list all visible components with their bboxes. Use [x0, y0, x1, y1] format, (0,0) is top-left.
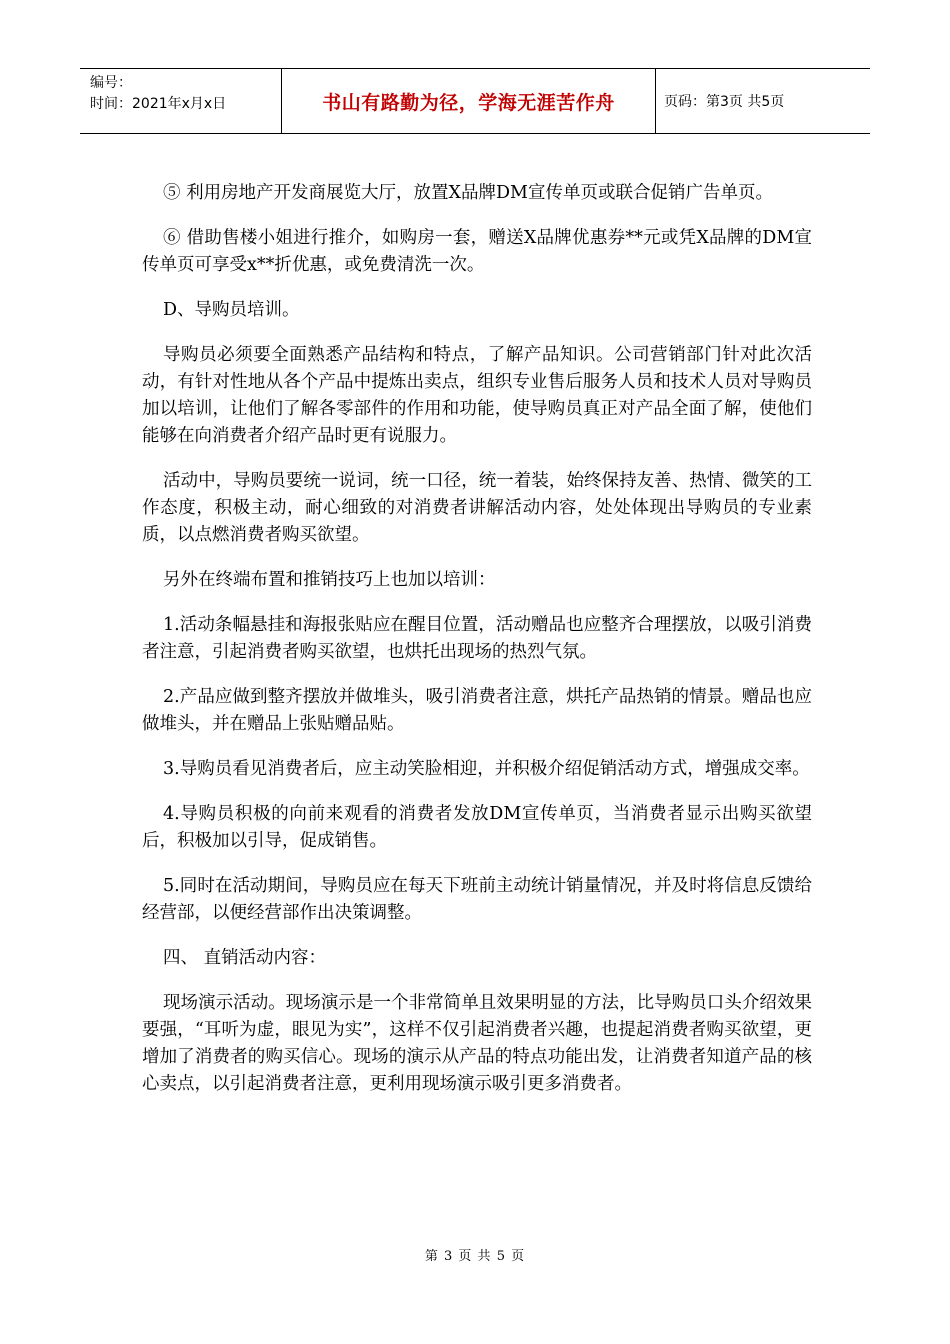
document-time-label: 时间：2021年x月x日 [90, 96, 227, 112]
document-body [142, 180, 812, 1116]
header-motto: 书山有路勤为径，学海无涯苦作舟 [322, 91, 615, 114]
header-info-cell [80, 69, 282, 133]
paragraph-training-extra: 另外在终端布置和推销技巧上也加以培训： [163, 570, 496, 590]
list-item-2: 2.产品应做到整齐摆放并做堆头，吸引消费者注意，烘托产品热销的情景。赠品也应做堆头，并在赠品上张贴赠品贴。 [142, 687, 812, 734]
header-page-cell [656, 69, 870, 133]
header-page-number: 页码：第3页 共5页 [664, 94, 785, 110]
page-footer: 第 3 页 共 5 页 [424, 1249, 526, 1264]
page-header [80, 68, 870, 134]
section-heading-d: D、导购员培训。 [163, 300, 300, 320]
paragraph-training-intro: 导购员必须要全面熟悉产品结构和特点，了解产品知识。公司营销部门针对此次活动，有针对性地从各个产品中提炼出卖点，组织专业售后服务人员和技术人员对导购员加以培训，让他们了解各零部件的作用和功能，使导购员真正对产品全面了解，使他们能够在向消费者介绍产品时更有说服力。 [142, 345, 812, 446]
list-item-3: 3.导购员看见消费者后，应主动笑脸相迎，并积极介绍促销活动方式，增强成交率。 [163, 759, 810, 779]
header-motto-cell [282, 69, 656, 133]
document-number-label: 编号： [90, 75, 132, 91]
paragraph-item-5: ⑤ 利用房地产开发商展览大厅，放置X品牌DM宣传单页或联合促销广告单页。 [163, 183, 773, 203]
paragraph-training-conduct: 活动中，导购员要统一说词，统一口径，统一着装，始终保持友善、热情、微笑的工作态度，积极主动，耐心细致的对消费者讲解活动内容，处处体现出导购员的专业素质，以点燃消费者购买欲望。 [142, 471, 812, 545]
list-item-5: 5.同时在活动期间，导购员应在每天下班前主动统计销量情况，并及时将信息反馈给经营部，以便经营部作出决策调整。 [142, 876, 812, 923]
paragraph-demo-activity: 现场演示活动。现场演示是一个非常简单且效果明显的方法，比导购员口头介绍效果要强，“耳听为虚，眼见为实”，这样不仅引起消费者兴趣，也提起消费者购买欲望，更增加了消费者的购买信心。现场的演示从产品的特点功能出发，让消费者知道产品的核心卖点，以引起消费者注意，更利用现场演示吸引更多消费者。 [142, 993, 812, 1094]
section-heading-four: 四、 直销活动内容： [163, 948, 327, 968]
list-item-1: 1.活动条幅悬挂和海报张贴应在醒目位置，活动赠品也应整齐合理摆放，以吸引消费者注意，引起消费者购买欲望，也烘托出现场的热烈气氛。 [142, 615, 812, 662]
paragraph-item-6: ⑥ 借助售楼小姐进行推介，如购房一套，赠送X品牌优惠券**元或凭X品牌的DM宣传单页可享受x**折优惠，或免费清洗一次。 [142, 228, 812, 275]
list-item-4: 4.导购员积极的向前来观看的消费者发放DM宣传单页，当消费者显示出购买欲望后，积极加以引导，促成销售。 [142, 804, 812, 851]
